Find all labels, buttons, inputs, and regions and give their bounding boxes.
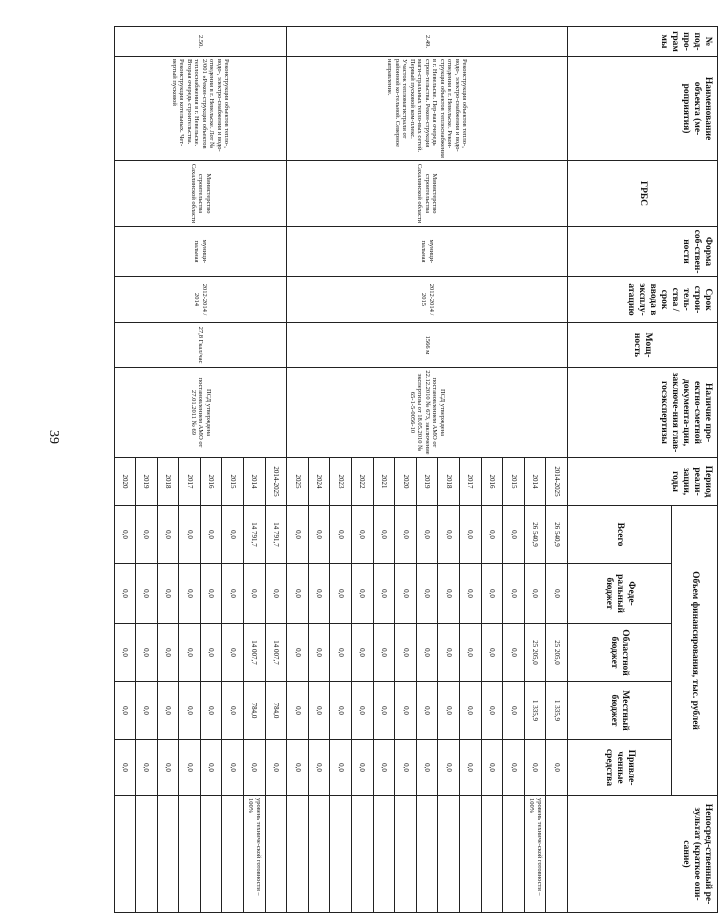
cell-local: 0,0 <box>460 682 482 740</box>
object-capacity: 27,8 Гкал/час <box>114 323 287 368</box>
cell-attracted: 0,0 <box>179 740 201 796</box>
cell-local: 0,0 <box>503 682 525 740</box>
empty-result-cell <box>481 796 503 913</box>
cell-regional: 0,0 <box>287 624 309 682</box>
cell-federal: 0,0 <box>179 564 201 624</box>
object-ownership: муници-пальная <box>287 227 568 277</box>
financing-table <box>114 26 718 913</box>
cell-local: 784,0 <box>265 682 287 740</box>
cell-local: 0,0 <box>373 682 395 740</box>
header-num: № под-про-грам мы <box>568 27 718 57</box>
cell-period: 2017 <box>460 458 482 506</box>
cell-attracted: 0,0 <box>438 740 460 796</box>
cell-local: 0,0 <box>287 682 309 740</box>
cell-total: 0,0 <box>395 506 417 564</box>
cell-attracted: 0,0 <box>114 740 136 796</box>
cell-period: 2020 <box>114 458 136 506</box>
cell-attracted: 0,0 <box>308 740 330 796</box>
cell-total: 0,0 <box>460 506 482 564</box>
cell-total: 0,0 <box>157 506 179 564</box>
object-result: уровень техниче-ской готовности – 100% <box>244 796 266 913</box>
cell-local: 0,0 <box>416 682 438 740</box>
header-name: Наименование объекта (ме-роприятия) <box>568 57 718 161</box>
cell-period: 2015 <box>503 458 525 506</box>
cell-period: 2018 <box>157 458 179 506</box>
cell-local: 784,0 <box>244 682 266 740</box>
object-capacity: 1566 м <box>287 323 568 368</box>
cell-attracted: 0,0 <box>200 740 222 796</box>
cell-total: 26 540,9 <box>546 506 568 564</box>
cell-attracted: 0,0 <box>503 740 525 796</box>
header-ownership: Форма соб-ствен-ности <box>568 227 718 277</box>
cell-regional: 0,0 <box>438 624 460 682</box>
cell-federal: 0,0 <box>503 564 525 624</box>
cell-attracted: 0,0 <box>222 740 244 796</box>
object-name: Реконструкция объектов тепло-, водо-, электро-снабжения и водо-отведения в г. Невельске. Лот № 2/001 «Рекон-струкция объектов теплоснабжения в г. Невельске. Вторая очередь строительства. Реконструкция котельных. Чет-вертый пусковой <box>114 57 287 161</box>
cell-federal: 0,0 <box>114 564 136 624</box>
cell-federal: 0,0 <box>546 564 568 624</box>
cell-regional: 0,0 <box>308 624 330 682</box>
cell-regional: 0,0 <box>179 624 201 682</box>
cell-total: 0,0 <box>438 506 460 564</box>
cell-attracted: 0,0 <box>330 740 352 796</box>
cell-regional: 0,0 <box>373 624 395 682</box>
cell-federal: 0,0 <box>287 564 309 624</box>
cell-local: 0,0 <box>395 682 417 740</box>
cell-regional: 25 205,0 <box>546 624 568 682</box>
empty-result-cell <box>330 796 352 913</box>
cell-period: 2016 <box>481 458 503 506</box>
cell-regional: 0,0 <box>416 624 438 682</box>
object-docs: ПСД утверждена постановлением АМО от 27.01.2011 № 69 <box>114 368 287 458</box>
cell-federal: 0,0 <box>330 564 352 624</box>
empty-result-cell <box>179 796 201 913</box>
cell-regional: 0,0 <box>352 624 374 682</box>
cell-regional: 0,0 <box>200 624 222 682</box>
cell-federal: 0,0 <box>524 564 546 624</box>
header-total: Всего <box>568 506 672 564</box>
empty-result-cell <box>546 796 568 913</box>
cell-period: 2014 <box>524 458 546 506</box>
cell-federal: 0,0 <box>481 564 503 624</box>
cell-attracted: 0,0 <box>244 740 266 796</box>
header-capacity: Мощ-ность <box>568 323 718 368</box>
cell-federal: 0,0 <box>200 564 222 624</box>
cell-period: 2019 <box>416 458 438 506</box>
cell-regional: 0,0 <box>157 624 179 682</box>
cell-attracted: 0,0 <box>395 740 417 796</box>
cell-federal: 0,0 <box>157 564 179 624</box>
cell-local: 0,0 <box>352 682 374 740</box>
cell-regional: 0,0 <box>222 624 244 682</box>
cell-total: 0,0 <box>287 506 309 564</box>
empty-result-cell <box>352 796 374 913</box>
cell-federal: 0,0 <box>352 564 374 624</box>
cell-attracted: 0,0 <box>287 740 309 796</box>
cell-attracted: 0,0 <box>481 740 503 796</box>
page-number: 39 <box>46 430 61 444</box>
cell-attracted: 0,0 <box>546 740 568 796</box>
cell-attracted: 0,0 <box>373 740 395 796</box>
cell-period: 2024 <box>308 458 330 506</box>
cell-local: 0,0 <box>136 682 158 740</box>
table-row <box>546 27 568 913</box>
cell-total: 14 791,7 <box>265 506 287 564</box>
cell-period: 2015 <box>222 458 244 506</box>
cell-local: 1 335,9 <box>524 682 546 740</box>
table-row <box>265 27 287 913</box>
cell-local: 0,0 <box>438 682 460 740</box>
cell-local: 0,0 <box>200 682 222 740</box>
header-grbs: ГРБС <box>568 161 718 227</box>
cell-total: 26 540,9 <box>524 506 546 564</box>
object-name: Реконструкция объектов тепло-, водо-, электро-снабжения и водо-отведения в г. Невельске. Рекон-струкция объектов теплоснабжения в г. Невельске. Пер-вая очередь строи-тельства. Рекон-струкция маги-стральных тепло-вых сетей. Первый пусковой ком-плекс. Участок тепломагистрали от районной ко-тельной. Северное направление. <box>287 57 568 161</box>
empty-result-cell <box>287 796 309 913</box>
header-attracted: Привле-ченные средства <box>568 740 672 796</box>
header-local: Местный бюджет <box>568 682 672 740</box>
cell-total: 0,0 <box>503 506 525 564</box>
cell-total: 0,0 <box>179 506 201 564</box>
cell-regional: 14 007,7 <box>244 624 266 682</box>
header-result: Непосред-ственный ре-зультат (краткое опи-сание) <box>568 796 718 913</box>
header-federal: Феде-ральный бюджет <box>568 564 672 624</box>
empty-result-cell <box>503 796 525 913</box>
empty-result-cell <box>438 796 460 913</box>
cell-local: 0,0 <box>157 682 179 740</box>
cell-total: 0,0 <box>330 506 352 564</box>
empty-result-cell <box>157 796 179 913</box>
header-funding-group: Объем финансирования, тыс. рублей <box>672 506 718 796</box>
cell-period: 2014-2025 <box>265 458 287 506</box>
cell-period: 2022 <box>352 458 374 506</box>
cell-period: 2020 <box>395 458 417 506</box>
empty-result-cell <box>222 796 244 913</box>
cell-federal: 0,0 <box>308 564 330 624</box>
cell-regional: 0,0 <box>136 624 158 682</box>
header-docs: Наличие про-ектно-сметной документа-ции, заключе-ния глав-госэкспертизы <box>568 368 718 458</box>
cell-regional: 0,0 <box>481 624 503 682</box>
cell-attracted: 0,0 <box>352 740 374 796</box>
cell-local: 0,0 <box>179 682 201 740</box>
cell-total: 0,0 <box>114 506 136 564</box>
header-term: Срок строи-тель-ства / срок ввода в эксплу-атацию <box>568 277 718 323</box>
cell-total: 0,0 <box>373 506 395 564</box>
cell-period: 2025 <box>287 458 309 506</box>
cell-total: 0,0 <box>416 506 438 564</box>
object-term: 2012-2014 / 2014 <box>114 277 287 323</box>
cell-regional: 0,0 <box>330 624 352 682</box>
object-result: уровень техниче-ской готовности – 100% <box>524 796 546 913</box>
cell-local: 1 335,9 <box>546 682 568 740</box>
cell-attracted: 0,0 <box>524 740 546 796</box>
object-grbs: Министерство строительства Сахалинской области <box>114 161 287 227</box>
object-term: 2012-2014 / 2015 <box>287 277 568 323</box>
cell-total: 0,0 <box>200 506 222 564</box>
cell-regional: 25 205,0 <box>524 624 546 682</box>
empty-result-cell <box>136 796 158 913</box>
object-number: 2.49. <box>287 27 568 57</box>
cell-attracted: 0,0 <box>416 740 438 796</box>
cell-federal: 0,0 <box>244 564 266 624</box>
cell-total: 0,0 <box>222 506 244 564</box>
cell-regional: 0,0 <box>460 624 482 682</box>
cell-regional: 14 007,7 <box>265 624 287 682</box>
cell-federal: 0,0 <box>395 564 417 624</box>
empty-result-cell <box>460 796 482 913</box>
cell-total: 0,0 <box>481 506 503 564</box>
cell-regional: 0,0 <box>503 624 525 682</box>
cell-federal: 0,0 <box>438 564 460 624</box>
table-body <box>114 27 567 913</box>
cell-local: 0,0 <box>330 682 352 740</box>
cell-federal: 0,0 <box>373 564 395 624</box>
cell-federal: 0,0 <box>460 564 482 624</box>
cell-period: 2018 <box>438 458 460 506</box>
cell-regional: 0,0 <box>395 624 417 682</box>
empty-result-cell <box>308 796 330 913</box>
cell-period: 2014-2025 <box>546 458 568 506</box>
cell-period: 2017 <box>179 458 201 506</box>
cell-period: 2016 <box>200 458 222 506</box>
cell-period: 2023 <box>330 458 352 506</box>
object-docs: ПСД утверждена постановлением АМО от 22.12.2010 № 673, заключение экспертизы от 18.05.2010 № 65-1-5-0056-10 <box>287 368 568 458</box>
cell-attracted: 0,0 <box>265 740 287 796</box>
cell-total: 0,0 <box>136 506 158 564</box>
cell-federal: 0,0 <box>136 564 158 624</box>
empty-result-cell <box>200 796 222 913</box>
cell-regional: 0,0 <box>114 624 136 682</box>
object-number: 2.50. <box>114 27 287 57</box>
cell-attracted: 0,0 <box>136 740 158 796</box>
cell-federal: 0,0 <box>265 564 287 624</box>
cell-attracted: 0,0 <box>157 740 179 796</box>
cell-local: 0,0 <box>114 682 136 740</box>
empty-result-cell <box>416 796 438 913</box>
empty-result-cell <box>395 796 417 913</box>
empty-result-cell <box>114 796 136 913</box>
cell-total: 0,0 <box>308 506 330 564</box>
empty-result-cell <box>265 796 287 913</box>
header-period: Период реали-зации, годы <box>568 458 718 506</box>
header-regional: Областной бюджет <box>568 624 672 682</box>
cell-federal: 0,0 <box>222 564 244 624</box>
cell-total: 14 791,7 <box>244 506 266 564</box>
cell-period: 2021 <box>373 458 395 506</box>
cell-attracted: 0,0 <box>460 740 482 796</box>
cell-local: 0,0 <box>308 682 330 740</box>
rotated-table-container <box>120 26 718 912</box>
cell-period: 2019 <box>136 458 158 506</box>
empty-result-cell <box>373 796 395 913</box>
cell-local: 0,0 <box>222 682 244 740</box>
cell-federal: 0,0 <box>416 564 438 624</box>
cell-period: 2014 <box>244 458 266 506</box>
cell-total: 0,0 <box>352 506 374 564</box>
object-ownership: муници-пальная <box>114 227 287 277</box>
cell-local: 0,0 <box>481 682 503 740</box>
object-grbs: Министерство строительства Сахалинской области <box>287 161 568 227</box>
